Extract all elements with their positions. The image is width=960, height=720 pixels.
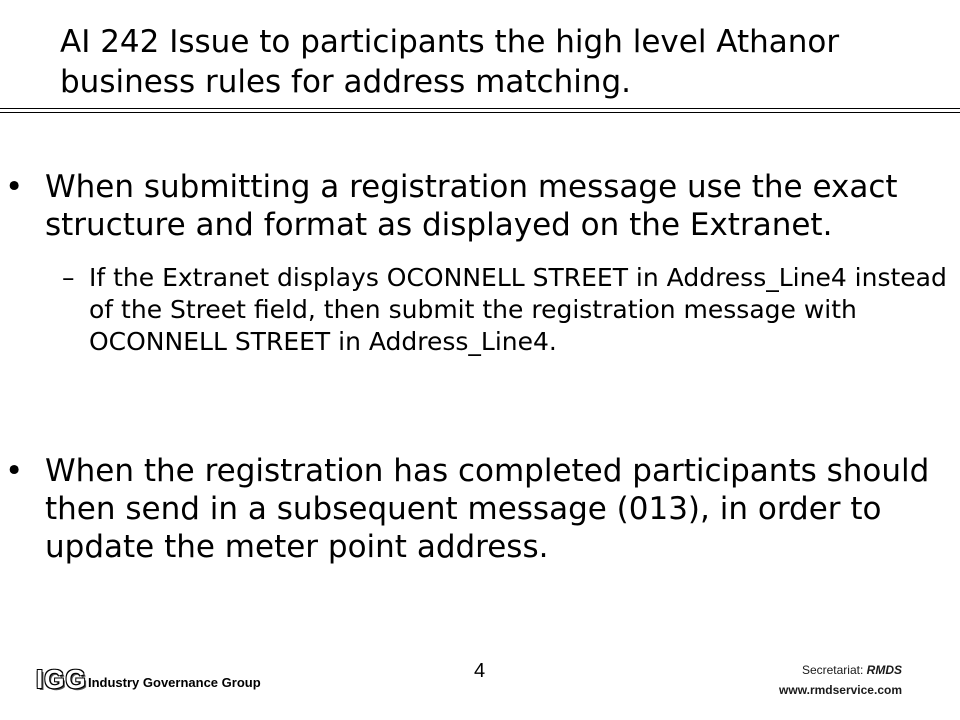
- sub-bullet-text: If the Extranet displays OCONNELL STREET in Address_Line4 instead of the Street field, then submit the registration message with OCONNELL STREET in Address_Line4.: [89, 263, 947, 356]
- page-number: 4: [474, 660, 486, 682]
- slide-title: AI 242 Issue to participants the high level Athanor business rules for address matching.: [60, 24, 840, 100]
- website-link[interactable]: www.rmdservice.com: [779, 683, 902, 697]
- secretariat-name: RMDS: [866, 663, 902, 677]
- bullet-text: When the registration has completed participants should then send in a subsequent message (013), in order to update the meter point address.: [45, 453, 930, 565]
- bullet-icon: •: [5, 453, 24, 489]
- bullet-icon: •: [5, 169, 24, 205]
- dash-icon: –: [62, 263, 75, 292]
- secretariat-label: Secretariat:: [801, 663, 864, 677]
- bullet-item-1: [5, 168, 950, 358]
- bullet-text: When submitting a registration message use the exact structure and format as displayed on the Extranet.: [45, 169, 898, 243]
- sub-bullet-item: [62, 262, 950, 358]
- bullet-item-2: [5, 452, 950, 566]
- igg-logo-text: IGG: [36, 664, 87, 694]
- org-name: Industry Governance Group: [88, 675, 261, 690]
- title-divider: [0, 108, 960, 114]
- secretariat-line: [802, 663, 902, 677]
